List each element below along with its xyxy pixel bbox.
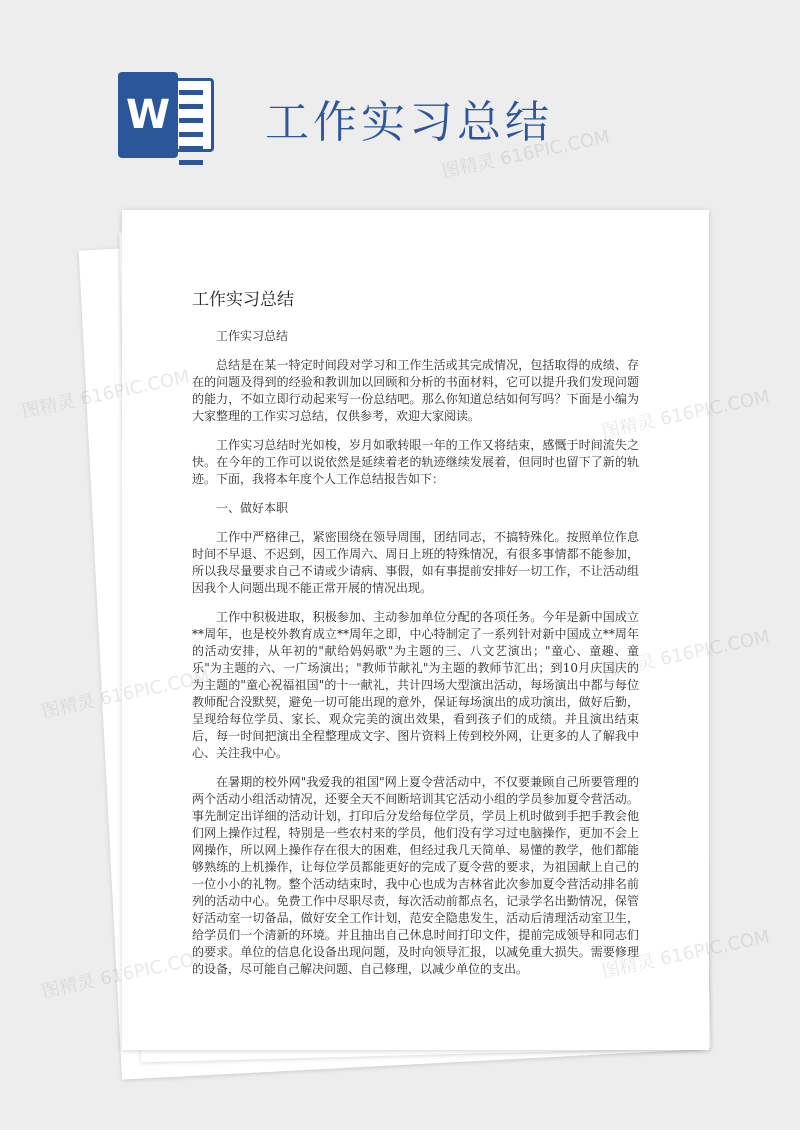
section-heading: 一、做好本职 xyxy=(216,501,289,515)
watermark: 图精灵 616PIC.COM xyxy=(439,126,612,183)
paragraph-intro: 总结是在某一特定时间段对学习和工作生活或其完成情况，包括取得的成绩、存在的问题及得到的经验和教训加以回顾和分析的书面材料，它可以提升我们发现问题的能力，不如立即行动起来写一份总结吧。那么你知道总结如何写吗？下面是小编为大家整理的工作实习总结，仅供参考，欢迎大家阅读。 xyxy=(192,358,639,423)
word-letter: W xyxy=(118,72,178,158)
paragraph-subtitle: 工作实习总结 xyxy=(216,329,289,343)
word-document-icon xyxy=(118,72,214,158)
watermark: 图精灵 616PIC.COM xyxy=(39,946,212,1003)
paragraph-summer-camp: 在暑期的校外网"我爱我的祖国"网上夏令营活动中，不仅要兼顾自己所要管理的两个活动小组活动情况，还要全天不间断培训其它活动小组的学员参加夏令营活动。事先制定出详细的活动计划，打印后分发给每位学员，学员上机时做到手把手教会他们网上操作过程，特别是一些农村来的学员，他们没有学习过电脑操作，更加不会上网操作，所以网上操作存在很大的困难，但经过我几天简单、易懂的教学，他们都能够熟练的上机操作，让每位学员都能更好的完成了夏令营的要求，为祖国献上自己的一位小小的礼物。整个活动结束时，我中心也成为吉林省此次参加夏令营活动排名前列的活动中心。免费工作中尽职尽责，每次活动前都点名，记录学名出勤情况，保管好活动室一切备品，做好安全工作计划，范安全隐患发生，活动后清理活动室卫生，给学员们一个清新的环境。并且抽出自己休息时间打印文件，提前完成领导和同志们的要求。单位的信息化设备出现问题，及时向领导汇报，以减免重大损失。需要修理的设备，尽可能自己解决问题、自己修理，以减少单位的支出。 xyxy=(192,775,639,976)
banner-title: 工作实习总结 xyxy=(265,97,553,148)
document-body xyxy=(192,328,639,990)
paragraph-overview: 工作实习总结时光如梭，岁月如歌转眼一年的工作又将结束，感慨于时间流失之快。在今年的工作可以说依然是延续着老的轨迹继续发展着，但同时也留下了新的轨迹。下面，我将本年度个人工作总结报告如下： xyxy=(192,438,639,486)
document-page xyxy=(122,210,709,1050)
paragraph-discipline: 工作中严格律己，紧密围绕在领导周围，团结同志，不搞特殊化。按照单位作息时间不早退、不迟到，因工作周六、周日上班的特殊情况，有很多事情都不能参加，所以我尽量要求自己不请或少请病、事假，如有事提前安排好一切工作，不让活动组因我个人问题出现不能正常开展的情况出现。 xyxy=(192,530,639,595)
header xyxy=(0,0,800,190)
watermark: 图精灵 616PIC.COM xyxy=(39,666,212,723)
paragraph-activities: 工作中积极进取，积极参加、主动参加单位分配的各项任务。今年是新中国成立**周年，也是校外教育成立**周年之即，中心特制定了一系列针对新中国成立**周年的活动安排，从年初的"献给妈妈歌"为主题的三、八文艺演出；"童心、童趣、童乐"为主题的六、一广场演出；"教师节献礼"为主题的教师节汇出；到10月庆国庆的为主题的"童心祝福祖国"的十一献礼，共计四场大型演出活动，每场演出中都与每位教师配合没默契，避免一切可能出现的意外，保证每场演出的成功演出，做好后勤，呈现给每位学员、家长、观众完美的演出效果，看到孩子们的成绩。并且演出结束后，每一时间把演出全程整理成文字、图片资料上传到校外网，让更多的人了解我中心、关注我中心。 xyxy=(192,610,639,760)
watermark: 图精灵 616PIC.COM xyxy=(599,926,772,983)
document-title: 工作实习总结 xyxy=(192,290,294,310)
watermark: 图精灵 616PIC.COM xyxy=(599,626,772,683)
watermark: 图精灵 616PIC.COM xyxy=(599,386,772,443)
watermark: 图精灵 616PIC.COM xyxy=(19,366,192,423)
